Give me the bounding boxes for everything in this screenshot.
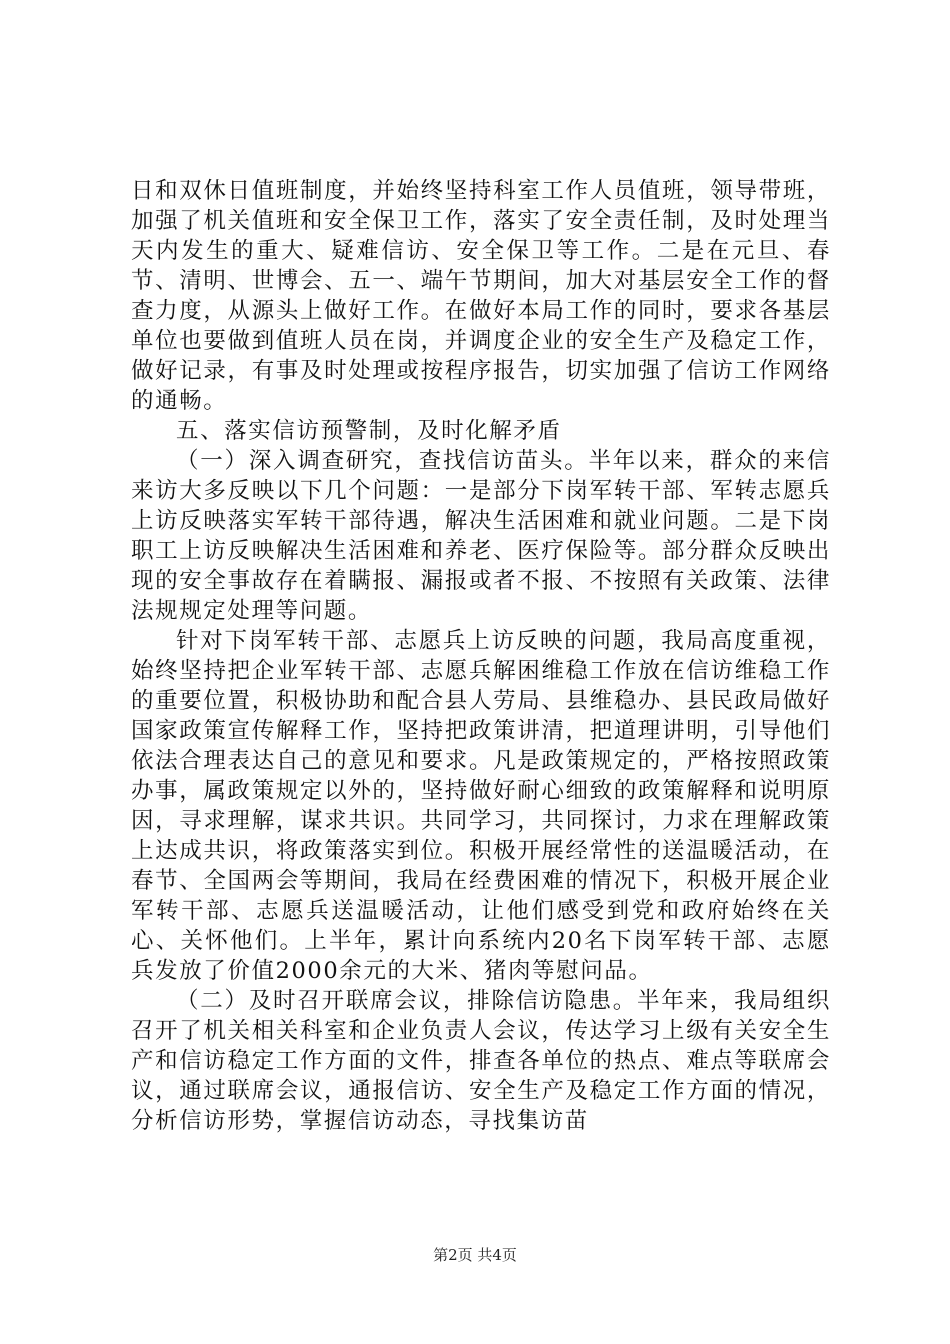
paragraph-subsection-2: （二）及时召开联席会议，排除信访隐患。半年来，我局组织召开了机关相关科室和企业负责人会议，传达学习上级有关安全生产和信访稳定工作方面的文件，排查各单位的热点、难点等联席会议，通过联席会议，通报信访、安全生产及稳定工作方面的情况，分析信访形势，掌握信访动态，寻找集访苗 [131, 988, 831, 1134]
page-number-footer: 第2页 共4页 [433, 1246, 517, 1264]
section-heading: 五、落实信访预警制，及时化解矛盾 [176, 418, 562, 444]
paragraph-measures: 针对下岗军转干部、志愿兵上访反映的问题，我局高度重视，始终坚持把企业军转干部、志愿兵解困维稳工作放在信访维稳工作的重要位置，积极协助和配合县人劳局、县维稳办、县民政局做好国家政策宣传解释工作，坚持把政策讲清，把道理讲明，引导他们依法合理表达自己的意见和要求。凡是政策规定的，严格按照政策办事，属政策规定以外的，坚持做好耐心细致的政策解释和说明原因，寻求理解，谋求共识。共同学习，共同探讨，力求在理解政策上达成共识，将政策落实到位。积极开展经常性的送温暖活动，在春节、全国两会等期间，我局在经费困难的情况下，积极开展企业军转干部、志愿兵送温暖活动，让他们感受到党和政府始终在关心、关怀他们。上半年，累计向系统内20名下岗军转干部、志愿兵发放了价值2000余元的大米、猪肉等慰问品。 [131, 628, 831, 984]
paragraph-subsection-1: （一）深入调查研究，查找信访苗头。半年以来，群众的来信来访大多反映以下几个问题：一是部分下岗军转干部、军转志愿兵上访反映落实军转干部待遇，解决生活困难和就业问题。二是下岗职工上访反映解决生活困难和养老、医疗保险等。部分群众反映出现的安全事故存在着瞒报、漏报或者不报、不按照有关政策、法律法规规定处理等问题。 [131, 448, 831, 624]
document-body [131, 176, 831, 1136]
paragraph-continued: 日和双休日值班制度，并始终坚持科室工作人员值班，领导带班，加强了机关值班和安全保卫工作，落实了安全责任制，及时处理当天内发生的重大、疑难信访、安全保卫等工作。二是在元旦、春节、清明、世博会、五一、端午节期间，加大对基层安全工作的督查力度，从源头上做好工作。在做好本局工作的同时，要求各基层单位也要做到值班人员在岗，并调度企业的安全生产及稳定工作，做好记录，有事及时处理或按程序报告，切实加强了信访工作网络的通畅。 [131, 178, 831, 414]
